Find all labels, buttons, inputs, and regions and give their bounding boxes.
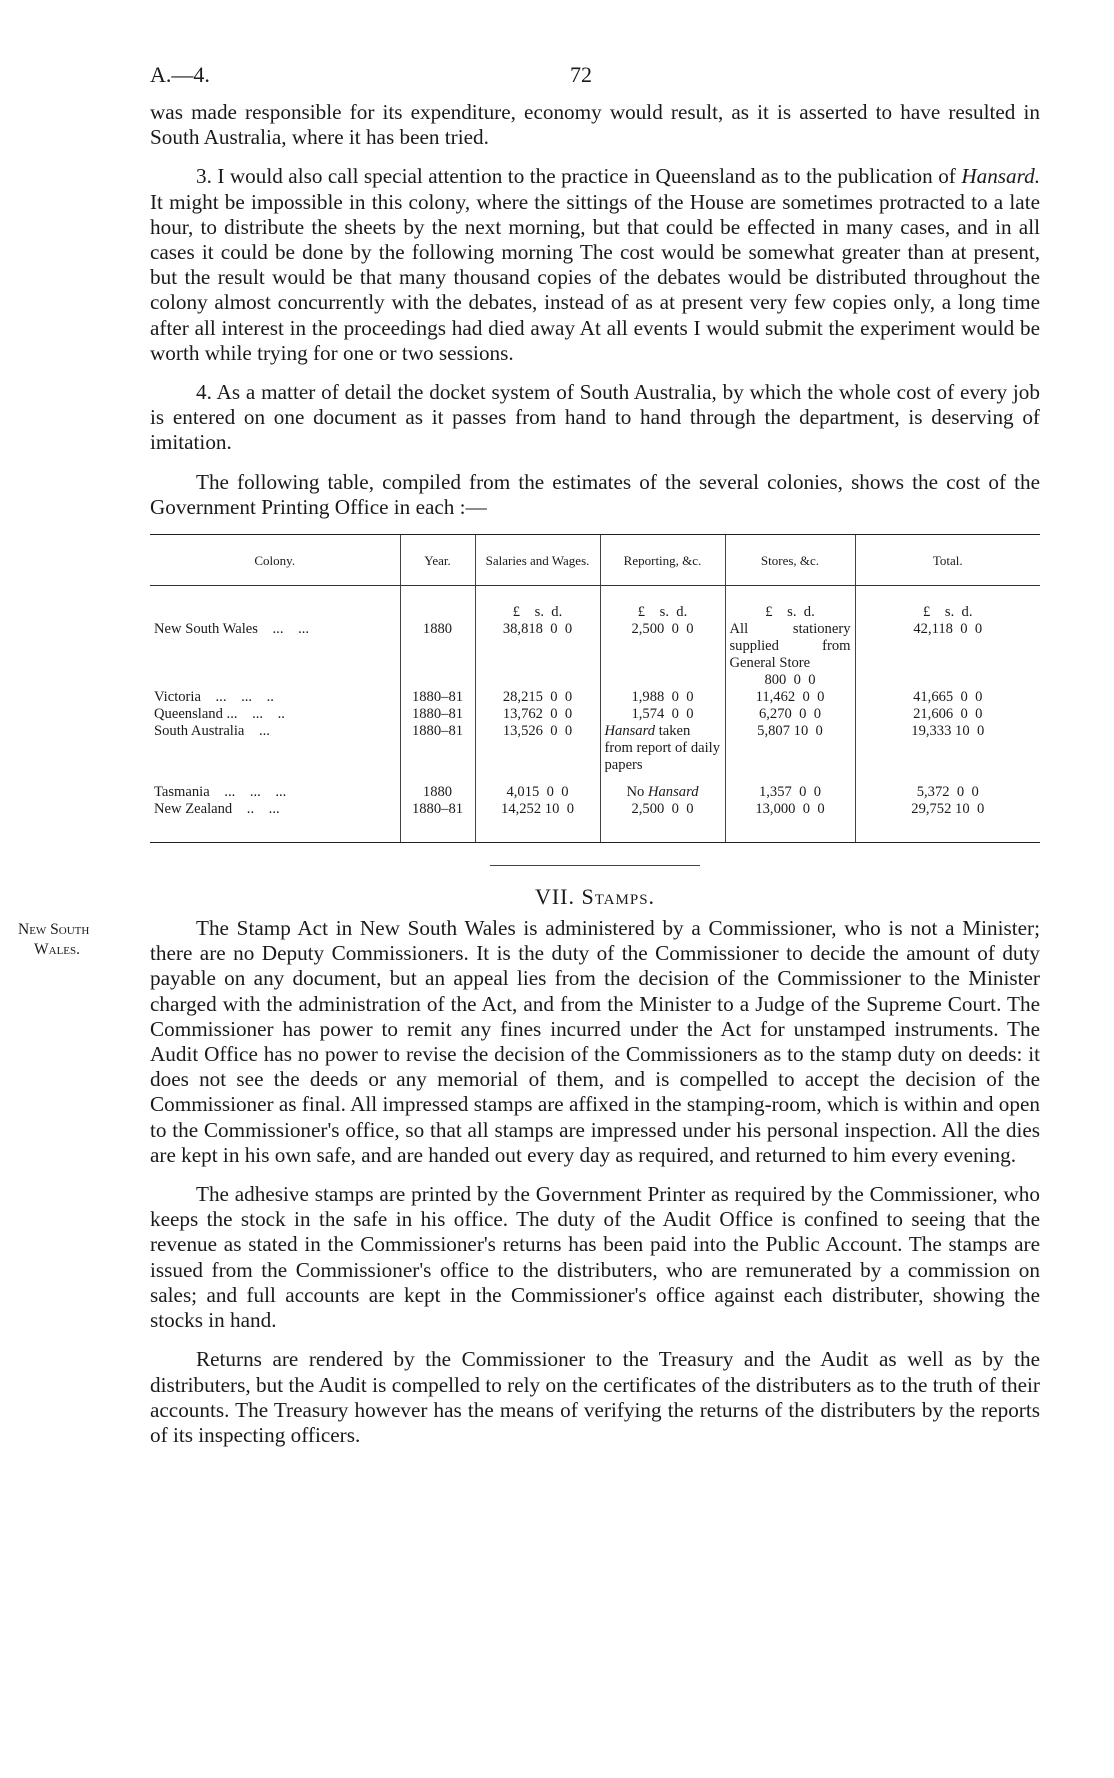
currency-salaries: £ s. d.	[475, 586, 600, 622]
reporting-note: taken from report of daily papers	[604, 723, 720, 774]
cell-colony: Queensland ... ... ..	[150, 706, 400, 723]
printing-cost-table-wrapper	[150, 534, 1040, 843]
cell-total: 41,665 0 0	[913, 689, 983, 706]
table-row	[150, 723, 1040, 774]
cell-reporting	[600, 774, 725, 801]
header-salaries: Salaries and Wages.	[475, 535, 600, 586]
printing-cost-table	[150, 535, 1040, 842]
cell-stores	[725, 621, 855, 689]
cell-salaries: 38,818 0 0	[475, 621, 600, 689]
table-cell	[150, 586, 400, 622]
currency-stores: £ s. d.	[725, 586, 855, 622]
hansard-italic: Hansard	[647, 784, 699, 801]
section-heading	[150, 884, 1040, 910]
table-row	[150, 621, 1040, 689]
table-row	[150, 689, 1040, 706]
cell-colony: New South Wales ... ...	[150, 621, 400, 689]
paper-reference: A.—4.	[150, 62, 210, 87]
upper-body	[150, 100, 1040, 1448]
cell-salaries: 14,252 10 0	[475, 801, 600, 842]
header-colony: Colony.	[150, 535, 400, 586]
paragraph-adhesive-stamps: The adhesive stamps are printed by the Government Printer as required by the Commissioner, who keeps the stock in the safe in his office. The duty of the Audit Office is confined to seeing that the revenue as stated in the Commissioner's returns has been paid into the Public Account. The stamps are issued from the Commissioner's office to the distributers, who are remunerated by a commission on sales; and full accounts are kept in the Commissioner's office against each distributer, showing the stocks in hand.	[150, 1182, 1040, 1333]
currency-row	[150, 586, 1040, 622]
hansard-italic: Hansard.	[961, 164, 1040, 189]
currency-total: £ s. d.	[923, 604, 973, 621]
cell-total: 5,372 0 0	[916, 784, 979, 801]
cell-total: 29,752 10 0	[911, 801, 985, 818]
cell-salaries: 28,215 0 0	[475, 689, 600, 706]
header-total: Total.	[855, 535, 1040, 586]
cell-total: 19,333 10 0	[911, 723, 985, 740]
table-cell	[400, 586, 475, 622]
cell-total: 42,118 0 0	[913, 621, 983, 638]
table-row	[150, 801, 1040, 842]
header-stores: Stores, &c.	[725, 535, 855, 586]
cell-year: 1880–81	[400, 723, 475, 774]
paragraph-3-start: 3. I would also call special attention to the practice in Queensland as to the publication of	[196, 164, 962, 189]
cell-colony: Victoria ... ... ..	[150, 689, 400, 706]
margin-note	[18, 920, 138, 960]
paragraph-continuation: was made responsible for its expenditure, economy would result, as it is asserted to have resulted in South Australia, where it has been tried.	[150, 100, 1040, 150]
cell-reporting: 1,988 0 0	[600, 689, 725, 706]
cell-total: 21,606 0 0	[913, 706, 983, 723]
cell-colony: Tasmania ... ... ...	[150, 774, 400, 801]
stores-value: 800 0 0	[764, 672, 816, 689]
cell-year: 1880–81	[400, 706, 475, 723]
paragraph-3	[150, 164, 1040, 366]
table-header-row	[150, 535, 1040, 586]
cell-stores: 11,462 0 0	[725, 689, 855, 706]
paragraph-table-intro: The following table, compiled from the estimates of the several colonies, shows the cost of the Government Printing Office in each :—	[150, 469, 1040, 519]
cell-reporting: 1,574 0 0	[600, 706, 725, 723]
cell-reporting: 2,500 0 0	[600, 801, 725, 842]
margin-note-line2: Wales.	[34, 941, 81, 959]
section-divider	[490, 865, 700, 866]
page-number: 72	[570, 62, 592, 87]
cell-year: 1880	[400, 621, 475, 689]
reporting-prefix: No	[626, 784, 648, 801]
page-header	[150, 62, 1040, 92]
table-row	[150, 774, 1040, 801]
stores-note: All stationery supplied from General Store	[729, 621, 851, 672]
currency-reporting: £ s. d.	[600, 586, 725, 622]
cell-colony: South Australia ...	[150, 723, 400, 774]
header-reporting: Reporting, &c.	[600, 535, 725, 586]
cell-stores: 6,270 0 0	[725, 706, 855, 723]
cell-year: 1880–81	[400, 689, 475, 706]
hansard-italic: Hansard	[604, 723, 656, 740]
cell-salaries: 13,762 0 0	[475, 706, 600, 723]
section-numeral: VII.	[534, 884, 575, 910]
section-title: Stamps.	[581, 884, 656, 910]
paragraph-returns: Returns are rendered by the Commissioner to the Treasury and the Audit as well as by the distributers, but the Audit is compelled to rely on the certificates of the distributers as to the truth of their accounts. The Treasury however has the means of verifying the returns of the distributers by the reports of its inspecting officers.	[150, 1347, 1040, 1447]
cell-reporting: 2,500 0 0	[600, 621, 725, 689]
cell-salaries: 4,015 0 0	[475, 774, 600, 801]
paragraph-3-rest: It might be impossible in this colony, where the sittings of the House are sometimes protracted to a late hour, to distribute the sheets by the next morning, but that could be effected in many cases, and in all cases it could be done by the following morning The cost would be somewhat greater than at present, but the result would be that many thousand copies of the debates would be distributed throughout the colony almost concurrently with the debates, instead of as at present very few copies only, a long time after all interest in the proceedings had died away At all events I would submit the experiment would be worth while trying for one or two sessions.	[150, 189, 1040, 365]
paragraph-4: 4. As a matter of detail the docket system of South Australia, by which the whole cost of every job is entered on one document as it passes from hand to hand through the department, is deserving of imitation.	[150, 380, 1040, 455]
cell-year: 1880–81	[400, 801, 475, 842]
cell-stores: 1,357 0 0	[725, 774, 855, 801]
cell-reporting	[600, 723, 725, 774]
paragraph-stamp-act: The Stamp Act in New South Wales is administered by a Commissioner, who is not a Minister; there are no Deputy Commissioners. It is the duty of the Commissioner to decide the amount of duty payable on any document, but an appeal lies from the decision of the Commissioner to the Minister charged with the administration of the Act, and from the Minister to a Judge of the Supreme Court. The Commissioner has power to remit any fines incurred under the Act for unstamped instruments. The Audit Office has no power to revise the decision of the Commissioners as to the stamp duty on deeds: it does not see the deeds or any memorial of them, and is compelled to accept the decision of the Commissioner as final. All impressed stamps are affixed in the stamping-room, which is within and open to the Commissioner's office, so that all stamps are impressed under his personal inspection. All the dies are kept in his own safe, and are handed out every day as required, and returned to him every evening.	[150, 916, 1040, 1167]
cell-salaries: 13,526 0 0	[475, 723, 600, 774]
table-row	[150, 706, 1040, 723]
cell-colony: New Zealand .. ...	[150, 801, 400, 842]
margin-note-line1: New South	[18, 921, 90, 939]
cell-stores: 5,807 10 0	[725, 723, 855, 774]
cell-year: 1880	[400, 774, 475, 801]
header-year: Year.	[400, 535, 475, 586]
cell-stores: 13,000 0 0	[725, 801, 855, 842]
